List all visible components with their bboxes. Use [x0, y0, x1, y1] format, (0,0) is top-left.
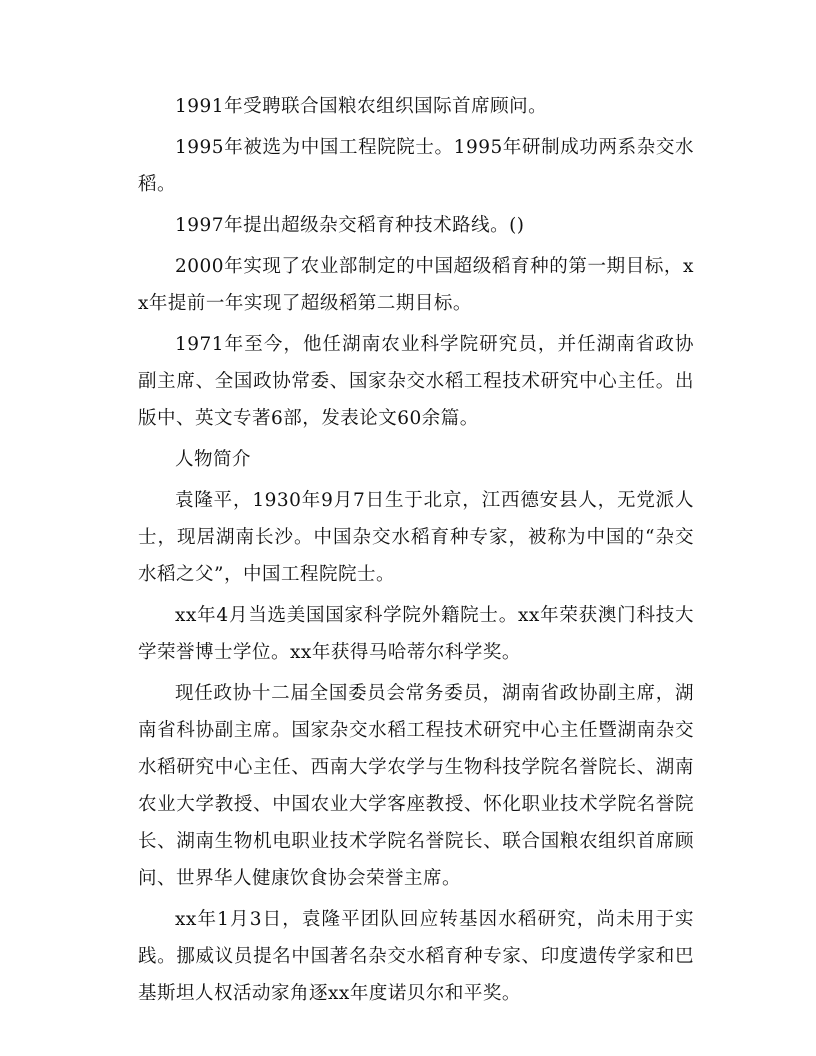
paragraph-1997: 1997年提出超级杂交稻育种技术路线。() — [175, 215, 525, 236]
paragraph-current-positions: 现任政协十二届全国委员会常务委员，湖南省政协副主席，湖南省科协副主席。国家杂交水稻工程技术研究中心主任暨湖南杂交水稻研究中心主任、西南大学农学与生物科技学院名誉院长、湖南农业大学教授、中国农业大学客座教授、怀化职业技术学院名誉院长、湖南生物机电职业技术学院名誉院长、联合国粮农组织首席顾问、世界华人健康饮食协会荣誉主席。 — [138, 683, 694, 889]
paragraph-2000: 2000年实现了农业部制定的中国超级稻育种的第一期目标，xx年提前一年实现了超级稻第二期目标。 — [138, 256, 694, 314]
paragraph-biography: 袁隆平，1930年9月7日生于北京，江西德安县人，无党派人士，现居湖南长沙。中国杂交水稻育种专家，被称为中国的“杂交水稻之父”，中国工程院院士。 — [138, 490, 694, 585]
paragraph-1971: 1971年至今，他任湖南农业科学院研究员，并任湖南省政协副主席、全国政协常委、国家杂交水稻工程技术研究中心主任。出版中、英文专著6部，发表论文60余篇。 — [138, 334, 694, 429]
paragraph-1995: 1995年被选为中国工程院院士。1995年研制成功两系杂交水稻。 — [138, 137, 694, 195]
document-page — [138, 88, 694, 1016]
paragraph-honors: xx年4月当选美国国家科学院外籍院士。xx年荣获澳门科技大学荣誉博士学位。xx年获得马哈蒂尔科学奖。 — [138, 605, 694, 663]
section-heading-profile: 人物简介 — [175, 449, 252, 470]
paragraph-1991: 1991年受聘联合国粮农组织国际首席顾问。 — [175, 96, 548, 117]
paragraph-gm-rice-nobel: xx年1月3日，袁隆平团队回应转基因水稻研究，尚未用于实践。挪威议员提名中国著名杂交水稻育种专家、印度遗传学家和巴基斯坦人权活动家角逐xx年度诺贝尔和平奖。 — [138, 909, 694, 1004]
